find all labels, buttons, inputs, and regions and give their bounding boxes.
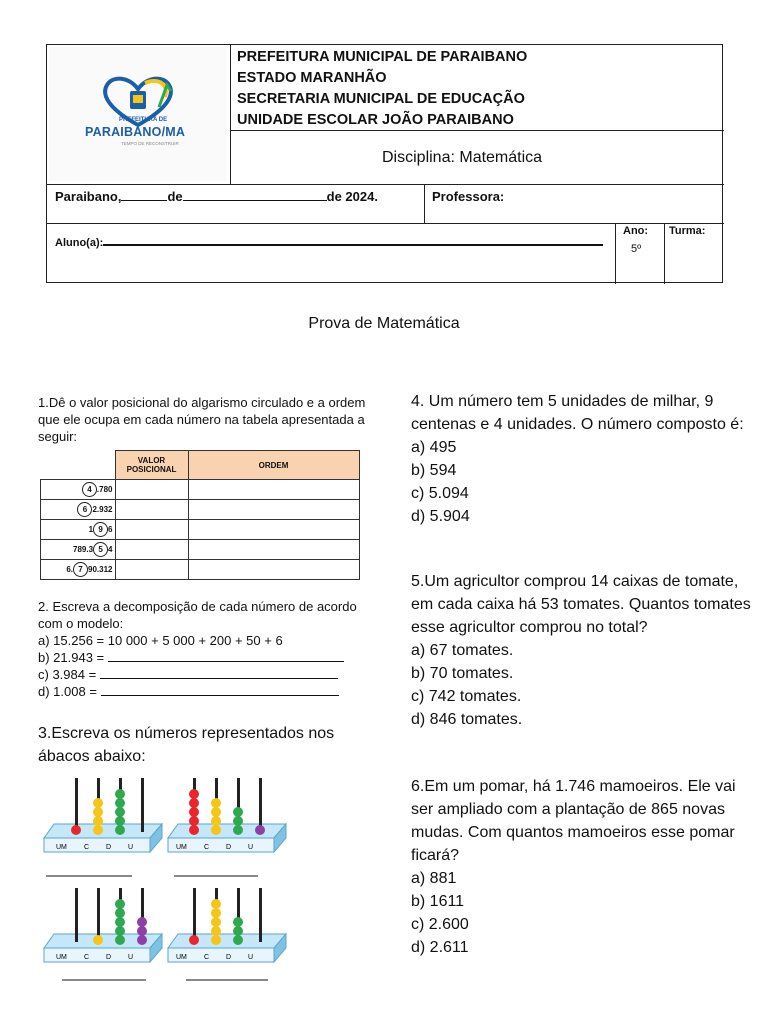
answer-cell[interactable]: [188, 520, 359, 540]
place-value-table: [40, 450, 360, 580]
student-field[interactable]: [55, 237, 603, 249]
heart-logo-icon: [49, 47, 227, 181]
abacus-1: [44, 778, 162, 852]
turma-label: Turma:: [669, 225, 706, 237]
institution-line: PREFEITURA MUNICIPAL DE PARAIBANO: [237, 49, 528, 65]
table-row: 6. 7 90.312: [41, 560, 360, 580]
question-4-text: 4. Um número tem 5 unidades de milhar, 9 centenas e 4 unidades. O número composto é:: [411, 393, 744, 433]
teacher-label: Professora:: [432, 189, 505, 204]
q2-item-b[interactable]: b) 21.943 =: [38, 649, 368, 666]
logo-top-text: PREFEITURA DE: [119, 117, 168, 123]
abacus-label: U: [248, 844, 254, 851]
answer-cell[interactable]: [115, 560, 188, 580]
circled-digit: 6: [77, 502, 92, 517]
question-2-text: 2. Escreva a decomposição de cada número de acordo com o modelo:: [38, 599, 357, 631]
q2-item-c[interactable]: c) 3.984 =: [38, 666, 368, 683]
abacus-label: UM: [56, 844, 67, 851]
institution-line: SECRETARIA MUNICIPAL DE EDUCAÇÃO: [237, 91, 525, 107]
exam-title: Prova de Matemática: [308, 315, 460, 332]
answer-cell[interactable]: [115, 540, 188, 560]
option[interactable]: b) 594: [411, 462, 457, 479]
table-row: 6 2.932: [41, 500, 360, 520]
question-5-text: 5.Um agricultor comprou 14 caixas de tomate, em cada caixa há 53 tomates. Quantos tomates esse agricultor comprou no total?: [411, 573, 751, 636]
abacus-label: C: [84, 954, 90, 961]
col-header-valor: VALOR POSICIONAL: [115, 451, 188, 480]
option[interactable]: a) 495: [411, 439, 457, 456]
abacus-label: UM: [176, 954, 187, 961]
abacus-label: D: [226, 844, 232, 851]
institution-block: [237, 47, 527, 131]
abacus-2: [168, 778, 286, 852]
table-row: 4 .780: [41, 480, 360, 500]
ano-value: 5º: [631, 243, 642, 255]
option[interactable]: c) 742 tomates.: [411, 688, 522, 705]
discipline: Disciplina: Matemática: [382, 149, 543, 166]
question-2: [38, 598, 368, 700]
abacus-label: U: [248, 954, 254, 961]
date-year: de 2024.: [326, 189, 378, 204]
question-5: [411, 570, 756, 731]
abacus-label: C: [204, 844, 210, 851]
abacus-label: UM: [176, 844, 187, 851]
option[interactable]: a) 881: [411, 870, 457, 887]
abacus-label: UM: [56, 954, 67, 961]
circled-digit: 7: [73, 562, 88, 577]
question-6-text: 6.Em um pomar, há 1.746 mamoeiros. Ele vai ser ampliado com a plantação de 865 novas mudas. Com quantos mamoeiros esse pomar ficará?: [411, 778, 736, 864]
institution-line: UNIDADE ESCOLAR JOÃO PARAIBANO: [237, 112, 514, 128]
answer-cell[interactable]: [188, 480, 359, 500]
abacus-label: D: [106, 954, 112, 961]
option[interactable]: b) 1611: [411, 893, 465, 910]
question-6: [411, 775, 756, 959]
student-label: Aluno(a):: [55, 237, 104, 249]
abacus-label: U: [128, 844, 134, 851]
option[interactable]: b) 70 tomates.: [411, 665, 514, 682]
circled-digit: 5: [93, 542, 108, 557]
date-de: de: [167, 189, 183, 204]
question-1: 1.Dê o valor posicional do algarismo circulado e a ordem que ele ocupa em cada número na tabela apresentada a seguir:: [38, 395, 366, 444]
answer-cell[interactable]: [115, 480, 188, 500]
option[interactable]: c) 5.094: [411, 485, 469, 502]
option[interactable]: c) 2.600: [411, 916, 469, 933]
abacus-label: D: [226, 954, 232, 961]
col-header-ordem: ORDEM: [188, 451, 359, 480]
question-3: 3.Escreva os números representados nos ábacos abaixo:: [38, 725, 335, 765]
abacus-label: U: [128, 954, 134, 961]
abacus-figures: [40, 772, 300, 986]
circled-digit: 9: [93, 522, 108, 537]
header-table: [46, 44, 723, 283]
abacus-label: C: [204, 954, 210, 961]
table-row: 789.3 5 4: [41, 540, 360, 560]
logo: [49, 47, 227, 181]
answer-cell[interactable]: [188, 500, 359, 520]
abacus-label: C: [84, 844, 90, 851]
logo-name: PARAIBANO/MA: [85, 125, 186, 139]
institution-line: ESTADO MARANHÃO: [237, 70, 387, 86]
abacus-4: [168, 888, 286, 962]
date-field[interactable]: [55, 189, 378, 204]
abacus-3: [44, 888, 162, 962]
q2-item-a: a) 15.256 = 10 000 + 5 000 + 200 + 50 + 6: [38, 633, 283, 648]
answer-cell[interactable]: [188, 560, 359, 580]
option[interactable]: d) 2.611: [411, 939, 469, 956]
circled-digit: 4: [82, 482, 97, 497]
option[interactable]: d) 5.904: [411, 508, 470, 525]
answer-cell[interactable]: [115, 500, 188, 520]
option[interactable]: d) 846 tomates.: [411, 711, 523, 728]
answer-cell[interactable]: [115, 520, 188, 540]
answer-cell[interactable]: [188, 540, 359, 560]
date-city: Paraibano,: [55, 189, 122, 204]
q2-item-d[interactable]: d) 1.008 =: [38, 683, 368, 700]
abacus-label: D: [106, 844, 112, 851]
question-4: [411, 390, 756, 528]
option[interactable]: a) 67 tomates.: [411, 642, 514, 659]
table-row: 1 9 6: [41, 520, 360, 540]
ano-label: Ano:: [623, 225, 649, 237]
logo-slogan: TEMPO DE RECONSTRUIR: [121, 141, 179, 146]
